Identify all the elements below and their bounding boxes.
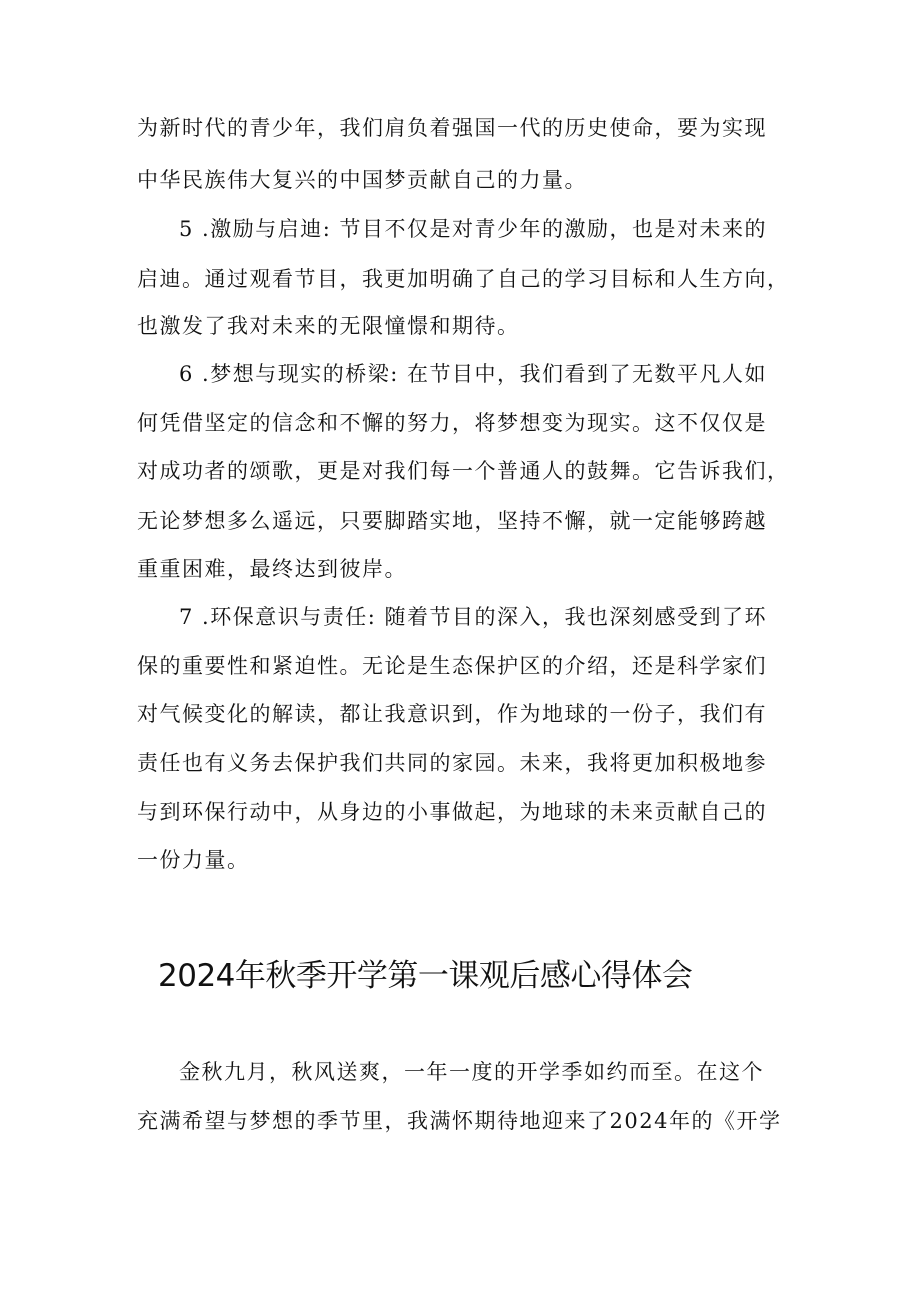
point-5-line: 也激发了我对未来的无限憧憬和期待。 — [137, 314, 520, 338]
point-7-line: 与到环保行动中，从身边的小事做起，为地球的未来贡献自己的 — [137, 800, 767, 824]
point-6-line: 对成功者的颂歌，更是对我们每一个普通人的鼓舞。它告诉我们， — [137, 459, 790, 483]
point-6-line: 何凭借坚定的信念和不懈的努力，将梦想变为现实。这不仅仅是 — [137, 411, 767, 435]
point-7-line: 保的重要性和紧迫性。无论是生态保护区的介绍，还是科学家们 — [137, 654, 767, 678]
section-heading: 2024年秋季开学第一课观后感心得体会 — [158, 958, 693, 994]
paragraph-line: 为新时代的青少年，我们肩负着强国一代的历史使命，要为实现 — [137, 116, 767, 140]
paragraph-line: 中华民族伟大复兴的中国梦贡献自己的力量。 — [137, 168, 587, 192]
point-7-line: 一份力量。 — [137, 848, 250, 872]
point-6-line: 无论梦想多么遥远，只要脚踏实地，坚持不懈，就一定能够跨越 — [137, 509, 767, 533]
point-6-line: 6 .梦想与现实的桥梁: 在节目中，我们看到了无数平凡人如 — [179, 362, 767, 386]
point-7-line: 对气候变化的解读，都让我意识到，作为地球的一份子，我们有 — [137, 702, 767, 726]
point-6-line: 重重困难，最终达到彼岸。 — [137, 557, 407, 581]
intro-line: 充满希望与梦想的季节里，我满怀期待地迎来了2024年的《开学 — [137, 1109, 782, 1133]
point-7-line: 责任也有义务去保护我们共同的家园。未来，我将更加积极地参 — [137, 751, 767, 775]
point-5-line: 5 .激励与启迪: 节目不仅是对青少年的激励，也是对未来的 — [179, 217, 767, 241]
point-5-line: 启迪。通过观看节目，我更加明确了自己的学习目标和人生方向， — [137, 267, 790, 291]
intro-line: 金秋九月，秋风送爽，一年一度的开学季如约而至。在这个 — [179, 1060, 764, 1084]
point-7-line: 7 .环保意识与责任: 随着节目的深入，我也深刻感受到了环 — [179, 605, 767, 629]
